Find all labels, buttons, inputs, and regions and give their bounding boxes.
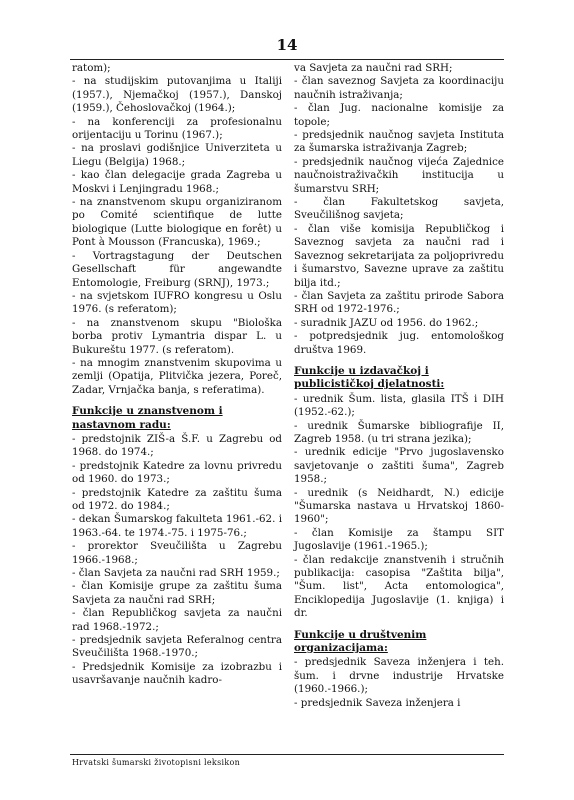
text-line: - potpredsjednik jug. entomološkog društva 1969. <box>294 330 504 356</box>
right-column <box>294 62 504 710</box>
text-line: - član Savjeta za zaštitu prirode Sabora SRH od 1972-1976.; <box>294 289 504 316</box>
text-line: - član Jug. nacionalne komisije za topole; <box>294 102 504 128</box>
text-line: - predstojnik Katedre za lovnu privredu od 1960. do 1973.; <box>72 459 282 486</box>
left-column <box>72 62 282 688</box>
header-rule <box>70 59 504 60</box>
text-line: - urednik Šum. lista, glasila ITŠ i DIH (1952.-62.); <box>294 392 504 419</box>
text-line: - predsjednik naučnog vijeća Zajednice naučnoistraživačkih institucija u šumarstvu SRH; <box>294 155 504 195</box>
text-line: - član saveznog Savjeta za koordinaciju naučnih istraživanja; <box>294 75 504 101</box>
text-line: - suradnik JAZU od 1956. do 1962.; <box>294 316 479 329</box>
text-line: - član Komisije za štampu SIT Jugoslavije (1961.-1965.); <box>294 526 504 553</box>
text-line: - član Savjeta za naučni rad SRH 1959.; <box>72 567 280 580</box>
text-line: - urednik Šumarske bibliografije II, Zagreb 1958. (u tri strana jezika); <box>294 419 504 445</box>
section-heading-social: Funkcije u društvenim organizacijama: <box>294 628 427 655</box>
section-heading-scientific: Funkcije u znanstvenom i nastavnom radu: <box>72 405 223 431</box>
text-line: - na svjetskom IUFRO kongresu u Oslu 1976. (s referatom); <box>72 289 282 316</box>
text-line: ratom); <box>72 62 111 74</box>
text-line: va Savjeta za naučni rad SRH; <box>294 62 453 74</box>
text-line: - član Republičkog savjeta za naučni rad 1968.-1972.; <box>72 607 282 633</box>
page-footer: Hrvatski šumarski životopisni leksikon <box>72 758 241 767</box>
text-line: - predsjednik naučnog savjeta Instituta za šumarska istraživanja Zagreb; <box>294 129 504 155</box>
text-line: - predstojnik ZIŠ-a Š.F. u Zagrebu od 1968. do 1974.; <box>72 432 282 459</box>
text-line: - dekan Šumarskog fakulteta 1961.-62. i 1963.-64. te 1974.-75. i 1975-76.; <box>72 513 282 539</box>
section-heading-publishing: Funkcije u izdavačkoj i publicističkoj djelatnosti: <box>294 364 445 391</box>
footer-rule <box>70 754 504 755</box>
text-line: - član Fakultetskog savjeta, Sveučilišnog savjeta; <box>294 196 504 222</box>
text-line: - Vortragstagung der Deutschen Gesellschaft für angewandte Entomologie, Freiburg (SRNJ), 1973.; <box>72 249 282 289</box>
text-line: - na proslavi godišnjice Univerziteta u Liegu (Belgija) 1968.; <box>72 142 282 168</box>
text-line: - predstojnik Katedre za zaštitu šuma od 1972. do 1984.; <box>72 486 282 512</box>
text-line: - kao član delegacije grada Zagreba u Moskvi i Lenjingradu 1968.; <box>72 169 282 195</box>
text-line: - na znanstvenom skupu organiziranom po Comité scientifique de lutte biologique (Lutte biologique en forêt) u Pont à Mousson (Francuska), 1969.; <box>72 196 282 249</box>
text-line: - predsjednik savjeta Referalnog centra Sveučilišta 1968.-1970.; <box>72 634 282 660</box>
page-number: 14 <box>276 36 298 54</box>
text-line: - član Komisije grupe za zaštitu šuma Savjeta za naučni rad SRH; <box>72 580 282 606</box>
text-line: - na znanstvenom skupu "Biološka borba protiv Lymantria dispar L. u Bukureštu 1977. (s referatom). <box>72 316 282 356</box>
text-line: - na mnogim znanstvenim skupovima u zemlji (Opatija, Plitvička jezera, Poreč, Zadar, Vrnjačka banja, s referatima). <box>72 356 282 396</box>
text-line: - na konferenciji za profesionalnu orijentaciju u Torinu (1967.); <box>72 115 282 142</box>
text-line: - urednik edicije "Prvo jugoslavensko savjetovanje o zaštiti šuma", Zagreb 1958.; <box>294 446 504 486</box>
text-line: - član više komisija Republičkog i Saveznog savjeta za naučni rad i Saveznog sekretarijata za poljoprivredu i šumarstvo, Savezne uprave za zaštitu bilja itd.; <box>294 222 504 289</box>
text-line: - član redakcije znanstvenih i stručnih publikacija: casopisa "Zaštita bilja", "Šum. list", Acta entomologica", Enciklopedija Jugoslavije (1. knjiga) i dr. <box>294 553 504 620</box>
text-line: - prorektor Sveučilišta u Zagrebu 1966.-1968.; <box>72 540 282 566</box>
text-line: - predsjednik Saveza inženjera i <box>294 696 461 709</box>
text-line: - Predsjednik Komisije za izobrazbu i usavršavanje naučnih kadro- <box>72 660 282 687</box>
text-line: - na studijskim putovanjima u Italiji (1957.), Njemačkoj (1957.), Danskoj (1959.), Čehoslovačkoj (1964.); <box>72 75 282 115</box>
text-line: - urednik (s Neidhardt, N.) edicije "Šumarska nastava u Hrvatskoj 1860-1960"; <box>294 486 504 526</box>
text-line: - predsjednik Saveza inženjera i teh. šum. i drvne industrije Hrvatske (1960.-1966.); <box>294 656 504 696</box>
